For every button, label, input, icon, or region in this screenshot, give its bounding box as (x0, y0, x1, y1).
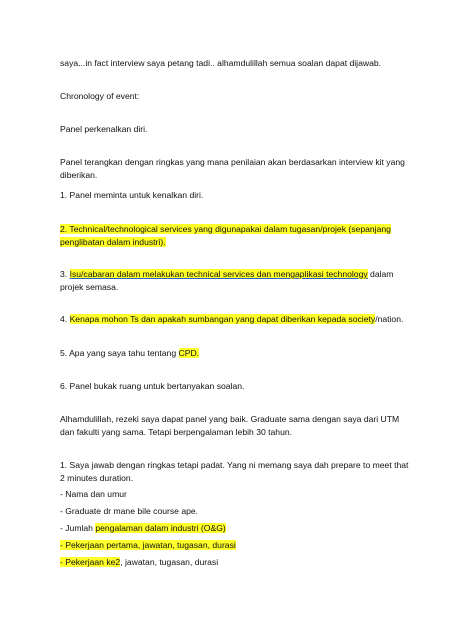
bullet-pekerjaan-ke2 (60, 556, 218, 569)
opening-line: saya...in fact interview saya petang tadi.. alhamdulillah semua soalan dapat dijawab. (60, 58, 382, 68)
item-3-rest: dalam projek semasa. (60, 269, 394, 292)
highlight-item-3: Isu/cabaran dalam melakukan technical services dan mengaplikasi technology (69, 269, 368, 279)
highlight-item-2: 2. Technical/technological services yang digunapakai dalam tugasan/projek (sepanjang penglibatan dalam industri). (60, 224, 391, 247)
panel-intro-line: Panel perkenalkan diri. (60, 124, 148, 134)
item-4-number: 4. (60, 314, 70, 324)
bullet-pekerjaan-ke2-rest: , jawatan, tugasan, durasi (120, 557, 219, 567)
item-5-text: 5. Apa yang saya tahu tentang (60, 348, 179, 358)
bullet-pengalaman-prefix: - Jumlah (60, 523, 96, 533)
bullet-nama-umur: - Nama dan umur (60, 489, 127, 499)
list-item-4 (60, 313, 420, 326)
bullet-graduate: - Graduate dr mane bile course ape. (60, 506, 199, 516)
list-item-1: 1. Panel meminta untuk kenalkan diri. (60, 190, 204, 200)
list-item-6: 6. Panel bukak ruang untuk bertanyakan soalan. (60, 381, 245, 391)
panel-explain-line: Panel terangkan dengan ringkas yang mana penilaian akan berdasarkan interview kit yang diberikan. (60, 157, 405, 180)
highlight-pengalaman: pengalaman dalam industri (O&G) (95, 523, 226, 533)
bullet-pekerjaan-pertama (60, 539, 236, 552)
highlight-pekerjaan-ke2: - Pekerjaan ke2 (60, 557, 121, 567)
item-3-number: 3. (60, 269, 70, 279)
highlight-item-4: Kenapa mohon Ts dan apakah sumbangan yang dapat diberikan kepada society (69, 314, 376, 324)
chronology-heading: Chronology of event: (60, 91, 140, 101)
list-item-3 (60, 268, 405, 293)
panel-remark-paragraph: Alhamdulillah, rezeki saya dapat panel yang baik. Graduate sama dengan saya dari UTM dan fakulti yang sama. Tetapi berpengalaman lebih 30 tahun. (60, 414, 400, 437)
item-4-rest: /nation. (375, 314, 404, 324)
list-item-5 (60, 347, 199, 360)
list-item-2 (60, 223, 420, 248)
answer-1-paragraph: 1. Saya jawab dengan ringkas tetapi padat. Yang ni memang saya dah prepare to meet that 2 minutes duration. (60, 460, 409, 483)
highlight-pekerjaan-pertama: - Pekerjaan pertama, jawatan, tugasan, durasi (60, 540, 236, 550)
highlight-cpd: CPD. (178, 348, 200, 358)
bullet-pengalaman (60, 522, 226, 535)
